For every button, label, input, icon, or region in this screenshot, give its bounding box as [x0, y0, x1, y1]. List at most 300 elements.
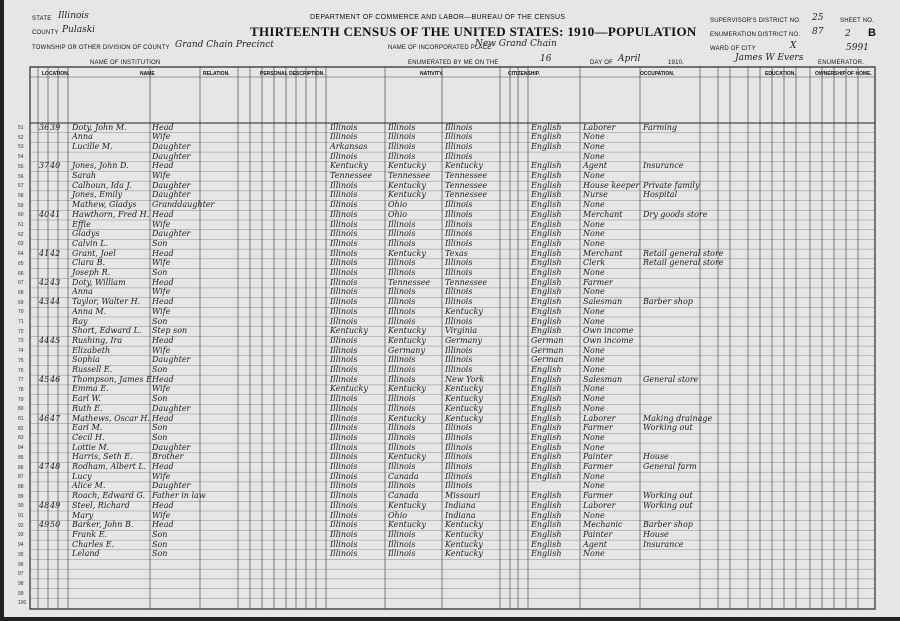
language: English: [531, 219, 562, 229]
father-birthplace: Kentucky: [388, 190, 426, 200]
language: English: [531, 510, 562, 520]
mother-birthplace: Illinois: [445, 297, 473, 307]
mother-birthplace: Illinois: [445, 141, 473, 151]
row-number: 96: [18, 561, 24, 568]
relation: Wife: [152, 132, 171, 142]
father-birthplace: Illinois: [388, 442, 416, 452]
father-birthplace: Canada: [388, 471, 419, 481]
row-number: 66: [18, 270, 24, 277]
birthplace: Illinois: [330, 394, 358, 404]
birthplace: Illinois: [330, 510, 358, 520]
relation: Son: [152, 238, 168, 248]
language: English: [531, 258, 562, 268]
language: English: [531, 171, 562, 180]
father-birthplace: Kentucky: [388, 520, 426, 530]
birthplace: Illinois: [330, 238, 358, 248]
father-birthplace: Illinois: [388, 151, 416, 161]
occupation: Salesman: [583, 374, 623, 384]
relation: Daughter: [152, 442, 191, 452]
person-name: Mathew, Gladys: [72, 200, 137, 210]
industry: Making drainage: [643, 413, 713, 423]
mother-birthplace: Kentucky: [445, 520, 483, 530]
occupation: Agent: [583, 539, 607, 549]
mother-birthplace: Illinois: [445, 355, 473, 365]
enumerated-day: 16: [540, 54, 552, 64]
birthplace: Illinois: [330, 306, 358, 316]
row-number: 51: [18, 125, 24, 131]
mother-birthplace: Illinois: [445, 122, 473, 132]
occupation: Farmer: [583, 277, 613, 287]
person-name: Leland: [72, 549, 100, 559]
relation: Son: [152, 365, 168, 374]
relation: Head: [152, 277, 174, 287]
stamp-number: 5991: [846, 43, 869, 53]
column-group-name: NAME: [140, 71, 155, 77]
industry: House: [643, 529, 669, 539]
industry: Working out: [643, 500, 693, 510]
mother-birthplace: Tennessee: [445, 277, 488, 287]
person-name: Doty, William: [72, 277, 126, 287]
birthplace: Illinois: [330, 200, 358, 210]
industry: Insurance: [643, 539, 684, 549]
father-birthplace: Germany: [388, 345, 425, 355]
person-name: Barker, John B.: [72, 520, 134, 530]
mother-birthplace: Illinois: [445, 432, 473, 442]
mother-birthplace: Illinois: [445, 423, 473, 433]
mother-birthplace: Tennessee: [445, 180, 488, 190]
occupation: None: [583, 268, 605, 277]
mother-birthplace: Kentucky: [445, 539, 483, 549]
row-number: 68: [18, 289, 24, 296]
person-name: Anna: [72, 132, 93, 142]
ward-label: WARD OF CITY: [710, 46, 756, 52]
row-number: 81: [18, 416, 24, 422]
row-number: 54: [18, 154, 24, 161]
mother-birthplace: Illinois: [445, 462, 473, 471]
language: English: [531, 520, 562, 530]
birthplace: Illinois: [330, 209, 358, 219]
relation: Head: [152, 335, 174, 345]
birthplace: Illinois: [330, 180, 358, 190]
occupation: Mechanic: [583, 520, 623, 530]
birthplace: Illinois: [330, 258, 358, 268]
birthplace: Illinois: [330, 132, 358, 142]
relation: Son: [152, 529, 168, 539]
person-name: Lucy: [72, 471, 92, 481]
birthplace: Kentucky: [330, 326, 368, 336]
person-name: Hawthorn, Fred H.: [72, 209, 150, 219]
occupation: Laborer: [583, 413, 616, 423]
language: English: [531, 413, 562, 423]
relation: Daughter: [152, 190, 191, 200]
relation: Head: [152, 413, 174, 423]
mother-birthplace: Illinois: [445, 442, 473, 452]
mother-birthplace: Kentucky: [445, 394, 483, 404]
birthplace: Illinois: [330, 248, 358, 258]
birthplace: Illinois: [330, 403, 358, 413]
father-birthplace: Illinois: [388, 287, 416, 297]
enumeration-label: ENUMERATION DISTRICT NO.: [710, 32, 801, 38]
language: English: [531, 248, 562, 258]
language: German: [531, 345, 564, 355]
mother-birthplace: Indiana: [445, 500, 476, 510]
occupation: None: [583, 238, 605, 248]
family-number: 40: [50, 161, 61, 171]
dwelling-number: 36: [39, 122, 50, 132]
birthplace: Kentucky: [330, 384, 368, 394]
row-number: 98: [18, 580, 24, 587]
birthplace: Illinois: [330, 491, 358, 501]
row-number: 86: [18, 464, 24, 471]
mother-birthplace: Tennessee: [445, 190, 488, 200]
father-birthplace: Kentucky: [388, 248, 426, 258]
occupation: None: [583, 549, 605, 559]
language: English: [531, 491, 562, 501]
mother-birthplace: Illinois: [445, 200, 473, 210]
industry: Private family: [643, 180, 700, 190]
person-name: Short, Edward L.: [72, 326, 142, 336]
dwelling-number: 41: [39, 248, 50, 258]
row-number: 52: [18, 134, 24, 141]
father-birthplace: Illinois: [388, 316, 416, 326]
family-number: 46: [50, 374, 61, 384]
industry: Working out: [643, 491, 693, 501]
father-birthplace: Illinois: [388, 432, 416, 442]
occupation: None: [583, 471, 605, 481]
father-birthplace: Illinois: [388, 394, 416, 404]
occupation: None: [583, 403, 605, 413]
mother-birthplace: Illinois: [445, 238, 473, 248]
language: English: [531, 229, 562, 239]
birthplace: Illinois: [330, 229, 358, 239]
person-name: Lottie M.: [72, 442, 110, 452]
occupation: Nurse: [583, 190, 608, 200]
birthplace: Illinois: [330, 549, 358, 559]
row-number: 73: [18, 338, 24, 345]
relation: Head: [152, 374, 174, 384]
mother-birthplace: Virginia: [445, 326, 478, 336]
family-number: 48: [50, 462, 61, 471]
birthplace: Kentucky: [330, 161, 368, 171]
person-name: Earl M.: [72, 423, 103, 433]
dwelling-number: 48: [39, 500, 50, 510]
language: English: [531, 452, 562, 462]
family-number: 49: [50, 500, 61, 510]
row-number: 82: [18, 425, 24, 432]
birthplace: Illinois: [330, 287, 358, 297]
father-birthplace: Illinois: [388, 539, 416, 549]
row-number: 79: [18, 396, 24, 403]
father-birthplace: Illinois: [388, 229, 416, 239]
person-name: Elizabeth: [72, 345, 111, 355]
enumerated-label: ENUMERATED BY ME ON THE: [408, 60, 499, 66]
industry: Dry goods store: [643, 209, 708, 219]
person-name: Lucille M.: [72, 141, 113, 151]
birthplace: Arkansas: [330, 141, 368, 151]
column-group-personal: PERSONAL DESCRIPTION.: [260, 71, 325, 77]
family-number: 39: [50, 122, 61, 132]
occupation: Painter: [583, 452, 613, 462]
person-name: Calhoun, Ida J.: [72, 180, 132, 190]
enumeration-value: 87: [812, 27, 824, 37]
birthplace: Illinois: [330, 365, 358, 374]
father-birthplace: Kentucky: [388, 326, 426, 336]
institution-label: NAME OF INSTITUTION: [90, 60, 161, 66]
row-number: 83: [18, 435, 24, 442]
mother-birthplace: Tennessee: [445, 171, 488, 180]
father-birthplace: Illinois: [388, 403, 416, 413]
father-birthplace: Illinois: [388, 462, 416, 471]
row-number: 91: [18, 513, 24, 519]
row-number: 85: [18, 454, 24, 461]
industry: Barber shop: [643, 297, 693, 307]
mother-birthplace: Illinois: [445, 287, 473, 297]
occupation: Farmer: [583, 423, 613, 433]
birthplace: Illinois: [330, 520, 358, 530]
person-name: Anna M.: [72, 306, 107, 316]
person-name: Taylor, Walter H.: [72, 297, 141, 307]
industry: Farming: [643, 122, 678, 132]
person-name: Mathews, Oscar H.: [72, 413, 150, 423]
row-number: 77: [18, 377, 24, 384]
relation: Son: [152, 316, 168, 326]
person-name: Thompson, James E.: [72, 374, 155, 384]
occupation: Laborer: [583, 500, 616, 510]
person-name: Frank E.: [72, 529, 108, 539]
father-birthplace: Kentucky: [388, 180, 426, 190]
dwelling-number: 43: [39, 297, 50, 307]
family-number: 44: [50, 297, 61, 307]
township-label: TOWNSHIP OR OTHER DIVISION OF COUNTY: [32, 45, 170, 51]
row-number: 72: [18, 328, 24, 335]
row-number: 60: [18, 212, 24, 219]
industry: Insurance: [643, 161, 684, 171]
person-name: Effie: [72, 219, 91, 229]
birthplace: Illinois: [330, 432, 358, 442]
language: English: [531, 209, 562, 219]
birthplace: Illinois: [330, 355, 358, 365]
mother-birthplace: Illinois: [445, 219, 473, 229]
occupation: None: [583, 132, 605, 142]
person-name: Earl W.: [72, 394, 101, 404]
relation: Son: [152, 539, 168, 549]
row-number: 76: [18, 367, 24, 374]
relation: Wife: [152, 510, 171, 520]
sheet-letter: B: [868, 27, 876, 39]
birthplace: Illinois: [330, 277, 358, 287]
mother-birthplace: Illinois: [445, 209, 473, 219]
row-number: 94: [18, 542, 24, 549]
birthplace: Illinois: [330, 122, 358, 132]
person-name: Doty, John M.: [72, 122, 127, 132]
occupation: Merchant: [583, 209, 623, 219]
row-number: 99: [18, 590, 24, 597]
row-number: 80: [18, 406, 24, 413]
occupation: None: [583, 510, 605, 520]
row-number: 71: [18, 319, 24, 325]
row-number: 58: [18, 192, 24, 199]
mother-birthplace: Kentucky: [445, 161, 483, 171]
language: English: [531, 394, 562, 404]
occupation: None: [583, 365, 605, 374]
county-value: Pulaski: [62, 25, 96, 35]
relation: Wife: [152, 171, 171, 180]
dwelling-number: 40: [39, 209, 50, 219]
relation: Head: [152, 500, 174, 510]
birthplace: Illinois: [330, 481, 358, 491]
mother-birthplace: Illinois: [445, 365, 473, 374]
row-number: 84: [18, 445, 24, 452]
language: English: [531, 238, 562, 248]
occupation: None: [583, 287, 605, 297]
mother-birthplace: Texas: [445, 248, 468, 258]
occupation: Salesman: [583, 297, 623, 307]
father-birthplace: Kentucky: [388, 452, 426, 462]
language: English: [531, 403, 562, 413]
birthplace: Illinois: [330, 452, 358, 462]
person-name: Rodham, Albert L.: [72, 462, 147, 471]
relation: Wife: [152, 287, 171, 297]
person-name: Anna: [72, 287, 93, 297]
person-name: Jones, Emily: [72, 190, 123, 200]
mother-birthplace: Kentucky: [445, 384, 483, 394]
column-group-ownership: OWNERSHIP OF HOME.: [815, 71, 872, 77]
relation: Daughter: [152, 355, 191, 365]
father-birthplace: Illinois: [388, 132, 416, 142]
birthplace: Illinois: [330, 442, 358, 452]
language: English: [531, 306, 562, 316]
relation: Head: [152, 462, 174, 471]
enumerator-value: James W Evers: [735, 53, 804, 63]
person-name: Steel, Richard: [72, 500, 130, 510]
birthplace: Illinois: [330, 190, 358, 200]
county-label: COUNTY: [32, 30, 59, 36]
person-name: Grant, Joel: [72, 248, 116, 258]
father-birthplace: Canada: [388, 491, 419, 501]
occupation: Farmer: [583, 462, 613, 471]
father-birthplace: Illinois: [388, 355, 416, 365]
mother-birthplace: Illinois: [445, 258, 473, 268]
birthplace: Illinois: [330, 345, 358, 355]
family-number: 47: [50, 413, 61, 423]
person-name: Ray: [72, 316, 88, 326]
row-number: 59: [18, 202, 24, 209]
industry: Working out: [643, 423, 693, 433]
father-birthplace: Kentucky: [388, 500, 426, 510]
row-number: 93: [18, 532, 24, 539]
occupation: House keeper: [583, 180, 640, 190]
scan-edge-bottom: [0, 617, 900, 621]
occupation: None: [583, 141, 605, 151]
industry: Hospital: [643, 190, 678, 200]
birthplace: Illinois: [330, 219, 358, 229]
mother-birthplace: Kentucky: [445, 403, 483, 413]
language: English: [531, 365, 562, 374]
language: English: [531, 471, 562, 481]
incorporated-label: NAME OF INCORPORATED PLACE: [388, 45, 492, 51]
row-number: 57: [18, 183, 24, 190]
relation: Step son: [152, 326, 188, 336]
language: English: [531, 374, 562, 384]
father-birthplace: Ohio: [388, 209, 408, 219]
father-birthplace: Illinois: [388, 423, 416, 433]
mother-birthplace: Indiana: [445, 510, 476, 520]
scan-edge-left: [0, 0, 4, 621]
occupation: None: [583, 345, 605, 355]
father-birthplace: Illinois: [388, 549, 416, 559]
industry: Retail general store: [643, 248, 724, 258]
row-number: 53: [18, 144, 24, 151]
language: English: [531, 180, 562, 190]
mother-birthplace: Illinois: [445, 452, 473, 462]
father-birthplace: Ohio: [388, 510, 408, 520]
occupation: None: [583, 306, 605, 316]
occupation: None: [583, 316, 605, 326]
relation: Head: [152, 248, 174, 258]
language: English: [531, 326, 562, 336]
language: English: [531, 423, 562, 433]
dwelling-number: 37: [39, 161, 50, 171]
language: German: [531, 355, 564, 365]
page-title: THIRTEENTH CENSUS OF THE UNITED STATES: 1910—POPULATION: [250, 24, 697, 39]
occupation: None: [583, 394, 605, 404]
language: German: [531, 335, 564, 345]
language: English: [531, 141, 562, 151]
language: English: [531, 384, 562, 394]
industry: House: [643, 452, 669, 462]
person-name: Charles E.: [72, 539, 115, 549]
row-number: 56: [18, 173, 24, 180]
father-birthplace: Tennessee: [388, 277, 431, 287]
column-group-relation: RELATION.: [203, 71, 230, 77]
enumerated-month: April: [618, 54, 641, 64]
relation: Daughter: [152, 403, 191, 413]
relation: Father in law: [152, 491, 206, 501]
language: English: [531, 277, 562, 287]
year-label: 1910.: [668, 60, 685, 66]
birthplace: Illinois: [330, 539, 358, 549]
mother-birthplace: Illinois: [445, 268, 473, 277]
relation: Wife: [152, 384, 171, 394]
occupation: None: [583, 384, 605, 394]
mother-birthplace: Germany: [445, 335, 482, 345]
row-number: 61: [18, 222, 24, 228]
relation: Son: [152, 394, 168, 404]
relation: Son: [152, 432, 168, 442]
state-label: STATE: [32, 16, 52, 22]
supervisor-label: SUPERVISOR'S DISTRICT NO.: [710, 18, 801, 24]
mother-birthplace: Illinois: [445, 132, 473, 142]
mother-birthplace: Kentucky: [445, 549, 483, 559]
mother-birthplace: Illinois: [445, 316, 473, 326]
birthplace: Illinois: [330, 335, 358, 345]
person-name: Emma E.: [72, 384, 109, 394]
row-number: 70: [18, 309, 24, 316]
father-birthplace: Illinois: [388, 141, 416, 151]
row-number: 74: [18, 348, 24, 355]
occupation: Laborer: [583, 122, 616, 132]
mother-birthplace: Illinois: [445, 471, 473, 481]
language: English: [531, 462, 562, 471]
person-name: Jones, John D.: [72, 161, 129, 171]
person-name: Sophia: [72, 355, 100, 365]
occupation: None: [583, 219, 605, 229]
occupation: Own income: [583, 335, 634, 345]
row-number: 55: [18, 163, 24, 170]
person-name: Roach, Edward G.: [72, 491, 146, 501]
birthplace: Illinois: [330, 462, 358, 471]
language: English: [531, 161, 562, 171]
